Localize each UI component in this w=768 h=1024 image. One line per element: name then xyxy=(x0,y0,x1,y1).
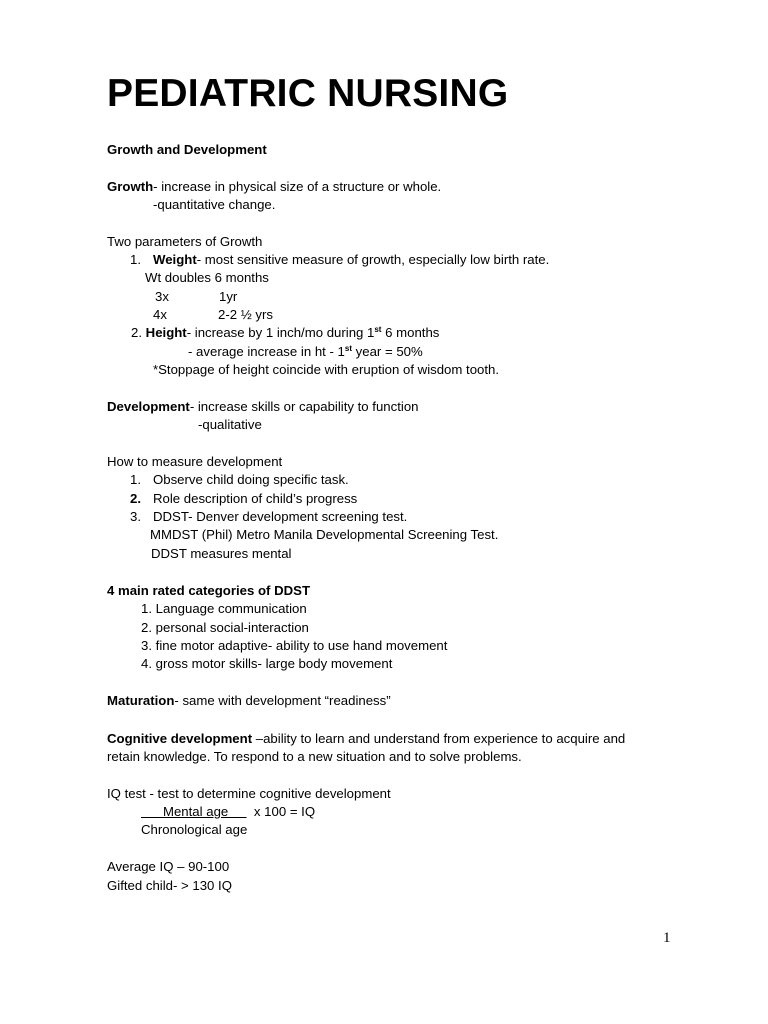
iq-numerator: Mental age xyxy=(141,804,247,819)
weight-row1-multiplier: 3x xyxy=(155,289,169,304)
height-text2: 6 months xyxy=(381,325,440,340)
iq-formula-line xyxy=(141,803,315,821)
development-definition-line xyxy=(107,398,419,416)
height-text1: - increase by 1 inch/mo during 1 xyxy=(186,325,375,340)
measure-item-2: Role description of child’s progress xyxy=(153,491,358,506)
iq-heading: IQ test - test to determine cognitive development xyxy=(107,786,391,801)
ddst-category-3: 3. fine motor adaptive- ability to use hand movement xyxy=(141,638,448,653)
ddst-measures-line: DDST measures mental xyxy=(151,546,292,561)
growth-term: Growth xyxy=(107,179,154,194)
growth-note: -quantitative change. xyxy=(153,197,276,212)
height-average-text2: year = 50% xyxy=(352,344,423,359)
parameters-heading: Two parameters of Growth xyxy=(107,234,263,249)
height-term: Height xyxy=(145,325,187,340)
measure-item-1: Observe child doing specific task. xyxy=(153,472,349,487)
weight-definition: - most sensitive measure of growth, especially low birth rate. xyxy=(196,252,550,267)
cognitive-continuation: retain knowledge. To respond to a new situation and to solve problems. xyxy=(107,749,522,764)
measure-item-3: DDST- Denver development screening test. xyxy=(153,509,408,524)
weight-row1-age: 1yr xyxy=(219,289,238,304)
ddst-category-1: 1. Language communication xyxy=(141,601,307,616)
mmdst-line: MMDST (Phil) Metro Manila Developmental Screening Test. xyxy=(150,527,499,542)
growth-definition-line xyxy=(107,178,441,196)
weight-number: 1. xyxy=(130,252,141,267)
height-definition-line xyxy=(131,324,439,342)
page-title: PEDIATRIC NURSING xyxy=(107,72,509,115)
cognitive-definition: –ability to learn and understand from experience to acquire and xyxy=(252,731,626,746)
measure-item-3-number: 3. xyxy=(130,509,141,524)
maturation-term: Maturation xyxy=(107,693,175,708)
ddst-categories-heading: 4 main rated categories of DDST xyxy=(107,583,310,598)
height-average-line xyxy=(188,343,423,361)
section-heading: Growth and Development xyxy=(107,142,267,157)
maturation-line xyxy=(107,692,391,710)
height-average-text1: - average increase in ht - 1 xyxy=(188,344,345,359)
weight-row2-multiplier: 4x xyxy=(153,307,167,322)
development-note: -qualitative xyxy=(198,417,262,432)
height-superscript1: st xyxy=(374,325,382,334)
measure-heading: How to measure development xyxy=(107,454,283,469)
average-iq-line: Average IQ – 90-100 xyxy=(107,859,230,874)
ddst-category-4: 4. gross motor skills- large body movement xyxy=(141,656,393,671)
cognitive-line xyxy=(107,730,625,748)
weight-term: Weight xyxy=(153,252,197,267)
weight-definition-line xyxy=(153,251,549,269)
height-superscript2: st xyxy=(344,344,352,353)
weight-row2-age: 2-2 ½ yrs xyxy=(218,307,273,322)
cognitive-term: Cognitive development xyxy=(107,731,253,746)
development-term: Development xyxy=(107,399,190,414)
measure-item-1-number: 1. xyxy=(130,472,141,487)
measure-item-2-number: 2. xyxy=(130,491,141,506)
weight-doubles: Wt doubles 6 months xyxy=(145,270,269,285)
development-definition: - increase skills or capability to function xyxy=(189,399,419,414)
gifted-child-line: Gifted child- > 130 IQ xyxy=(107,878,232,893)
maturation-definition: - same with development “readiness” xyxy=(174,693,391,708)
ddst-category-2: 2. personal social-interaction xyxy=(141,620,309,635)
iq-denominator: Chronological age xyxy=(141,822,248,837)
iq-formula-rest: x 100 = IQ xyxy=(246,804,316,819)
height-number: 2. xyxy=(131,325,142,340)
page-number: 1 xyxy=(663,930,671,946)
height-note: *Stoppage of height coincide with eruption of wisdom tooth. xyxy=(153,362,500,377)
growth-definition: - increase in physical size of a structure or whole. xyxy=(153,179,442,194)
